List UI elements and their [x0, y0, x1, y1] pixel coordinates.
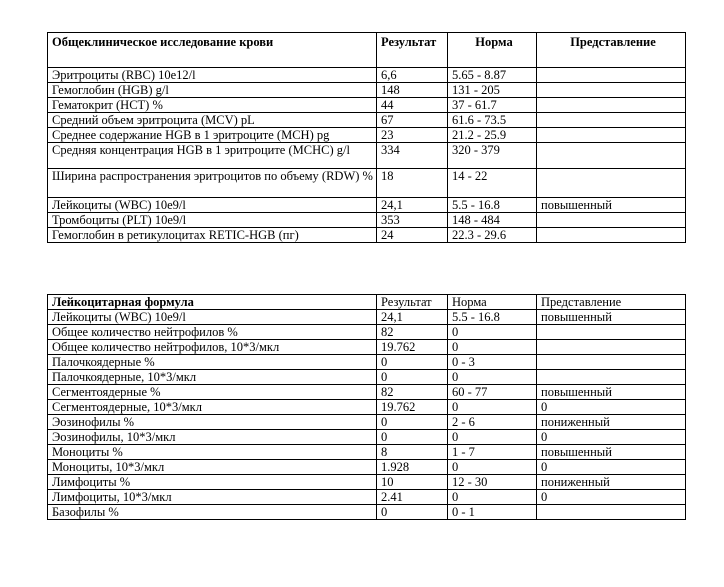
- cell-result: 82: [377, 325, 448, 340]
- cell-norm: 60 - 77: [448, 385, 537, 400]
- cell-norm: 0: [448, 430, 537, 445]
- cell-interpretation: [537, 128, 686, 143]
- cell-test-name: Средняя концентрация HGB в 1 эритроците (MCHC) g/l: [48, 143, 377, 169]
- cell-result: 18: [377, 169, 448, 198]
- cell-test-name: Общее количество нейтрофилов %: [48, 325, 377, 340]
- header-result: Результат: [377, 295, 448, 310]
- cell-norm: 2 - 6: [448, 415, 537, 430]
- cell-result: 6,6: [377, 68, 448, 83]
- cell-test-name: Палочкоядерные, 10*3/мкл: [48, 370, 377, 385]
- header-interpretation: Представление: [537, 295, 686, 310]
- cell-result: 10: [377, 475, 448, 490]
- cell-norm: 5.5 - 16.8: [448, 198, 537, 213]
- cell-test-name: Лейкоциты (WBC) 10e9/l: [48, 310, 377, 325]
- header-norm: Норма: [448, 33, 537, 68]
- cell-result: 44: [377, 98, 448, 113]
- cell-result: 0: [377, 505, 448, 520]
- cell-norm: 37 - 61.7: [448, 98, 537, 113]
- cell-interpretation: повышенный: [537, 385, 686, 400]
- cell-interpretation: [537, 143, 686, 169]
- cell-test-name: Эритроциты (RBC) 10e12/l: [48, 68, 377, 83]
- cell-norm: 0: [448, 460, 537, 475]
- cell-interpretation: [537, 340, 686, 355]
- cell-interpretation: пониженный: [537, 415, 686, 430]
- cell-result: 334: [377, 143, 448, 169]
- cell-norm: 14 - 22: [448, 169, 537, 198]
- table-row: [48, 430, 686, 445]
- table-row: [48, 228, 686, 243]
- table-row: [48, 370, 686, 385]
- table-header-row: [48, 33, 686, 68]
- cell-test-name: Базофилы %: [48, 505, 377, 520]
- header-interpretation: Представление: [537, 33, 686, 68]
- cell-norm: 0 - 3: [448, 355, 537, 370]
- cell-result: 23: [377, 128, 448, 143]
- table-row: [48, 83, 686, 98]
- cell-interpretation: [537, 68, 686, 83]
- cell-result: 24,1: [377, 198, 448, 213]
- table-row: [48, 198, 686, 213]
- cell-test-name: Моноциты %: [48, 445, 377, 460]
- cell-interpretation: 0: [537, 490, 686, 505]
- cell-result: 1.928: [377, 460, 448, 475]
- table-row: [48, 213, 686, 228]
- general-blood-test-table: [47, 32, 686, 243]
- cell-test-name: Среднее содержание HGB в 1 эритроците (MCH) pg: [48, 128, 377, 143]
- cell-interpretation: [537, 355, 686, 370]
- cell-norm: 12 - 30: [448, 475, 537, 490]
- cell-result: 8: [377, 445, 448, 460]
- table-row: [48, 415, 686, 430]
- cell-norm: 131 - 205: [448, 83, 537, 98]
- cell-test-name: Гемоглобин в ретикулоцитах RETIC-HGB (пг): [48, 228, 377, 243]
- table-row: [48, 400, 686, 415]
- cell-interpretation: 0: [537, 400, 686, 415]
- cell-interpretation: [537, 169, 686, 198]
- cell-norm: 0: [448, 400, 537, 415]
- header-test-name: Лейкоцитарная формула: [48, 295, 377, 310]
- table-row: [48, 475, 686, 490]
- cell-interpretation: [537, 83, 686, 98]
- cell-result: 24: [377, 228, 448, 243]
- cell-interpretation: [537, 113, 686, 128]
- cell-result: 353: [377, 213, 448, 228]
- cell-norm: 61.6 - 73.5: [448, 113, 537, 128]
- cell-test-name: Средний объем эритроцита (MCV) pL: [48, 113, 377, 128]
- cell-test-name: Палочкоядерные %: [48, 355, 377, 370]
- header-result: Результат: [377, 33, 448, 68]
- cell-interpretation: [537, 213, 686, 228]
- cell-norm: 21.2 - 25.9: [448, 128, 537, 143]
- table-row: [48, 325, 686, 340]
- cell-test-name: Моноциты, 10*3/мкл: [48, 460, 377, 475]
- cell-result: 0: [377, 370, 448, 385]
- cell-interpretation: 0: [537, 460, 686, 475]
- cell-norm: 0: [448, 490, 537, 505]
- cell-norm: 5.5 - 16.8: [448, 310, 537, 325]
- table-row: [48, 385, 686, 400]
- cell-test-name: Гемоглобин (HGB) g/l: [48, 83, 377, 98]
- table-row: [48, 340, 686, 355]
- table-row: [48, 98, 686, 113]
- cell-test-name: Эозинофилы, 10*3/мкл: [48, 430, 377, 445]
- header-norm: Норма: [448, 295, 537, 310]
- cell-norm: 0: [448, 325, 537, 340]
- table-header-row: [48, 295, 686, 310]
- cell-interpretation: 0: [537, 430, 686, 445]
- cell-norm: 0 - 1: [448, 505, 537, 520]
- cell-test-name: Лейкоциты (WBC) 10e9/l: [48, 198, 377, 213]
- cell-test-name: Гематокрит (HCT) %: [48, 98, 377, 113]
- cell-norm: 320 - 379: [448, 143, 537, 169]
- cell-result: 19.762: [377, 400, 448, 415]
- cell-interpretation: пониженный: [537, 475, 686, 490]
- cell-interpretation: [537, 505, 686, 520]
- cell-test-name: Сегментоядерные %: [48, 385, 377, 400]
- cell-result: 67: [377, 113, 448, 128]
- cell-result: 82: [377, 385, 448, 400]
- table-row: [48, 505, 686, 520]
- cell-result: 0: [377, 415, 448, 430]
- cell-result: 148: [377, 83, 448, 98]
- table-row: [48, 143, 686, 169]
- table-row: [48, 445, 686, 460]
- cell-norm: 1 - 7: [448, 445, 537, 460]
- table-row: [48, 169, 686, 198]
- cell-test-name: Лимфоциты, 10*3/мкл: [48, 490, 377, 505]
- cell-norm: 5.65 - 8.87: [448, 68, 537, 83]
- table-row: [48, 310, 686, 325]
- cell-interpretation: повышенный: [537, 445, 686, 460]
- cell-interpretation: [537, 228, 686, 243]
- cell-interpretation: повышенный: [537, 198, 686, 213]
- cell-test-name: Лимфоциты %: [48, 475, 377, 490]
- cell-result: 0: [377, 355, 448, 370]
- cell-interpretation: [537, 370, 686, 385]
- header-test-name: Общеклиническое исследование крови: [48, 33, 377, 68]
- cell-test-name: Тромбоциты (PLT) 10e9/l: [48, 213, 377, 228]
- cell-test-name: Ширина распространения эритроцитов по объему (RDW) %: [48, 169, 377, 198]
- leukocyte-formula-table: [47, 294, 686, 520]
- table-row: [48, 490, 686, 505]
- table-row: [48, 460, 686, 475]
- cell-result: 2.41: [377, 490, 448, 505]
- cell-norm: 148 - 484: [448, 213, 537, 228]
- cell-test-name: Сегментоядерные, 10*3/мкл: [48, 400, 377, 415]
- table-row: [48, 113, 686, 128]
- cell-interpretation: повышенный: [537, 310, 686, 325]
- table-row: [48, 128, 686, 143]
- cell-test-name: Эозинофилы %: [48, 415, 377, 430]
- cell-norm: 0: [448, 370, 537, 385]
- cell-interpretation: [537, 98, 686, 113]
- cell-interpretation: [537, 325, 686, 340]
- cell-result: 19.762: [377, 340, 448, 355]
- cell-result: 0: [377, 430, 448, 445]
- cell-norm: 22.3 - 29.6: [448, 228, 537, 243]
- table-row: [48, 355, 686, 370]
- cell-test-name: Общее количество нейтрофилов, 10*3/мкл: [48, 340, 377, 355]
- cell-norm: 0: [448, 340, 537, 355]
- table-row: [48, 68, 686, 83]
- cell-result: 24,1: [377, 310, 448, 325]
